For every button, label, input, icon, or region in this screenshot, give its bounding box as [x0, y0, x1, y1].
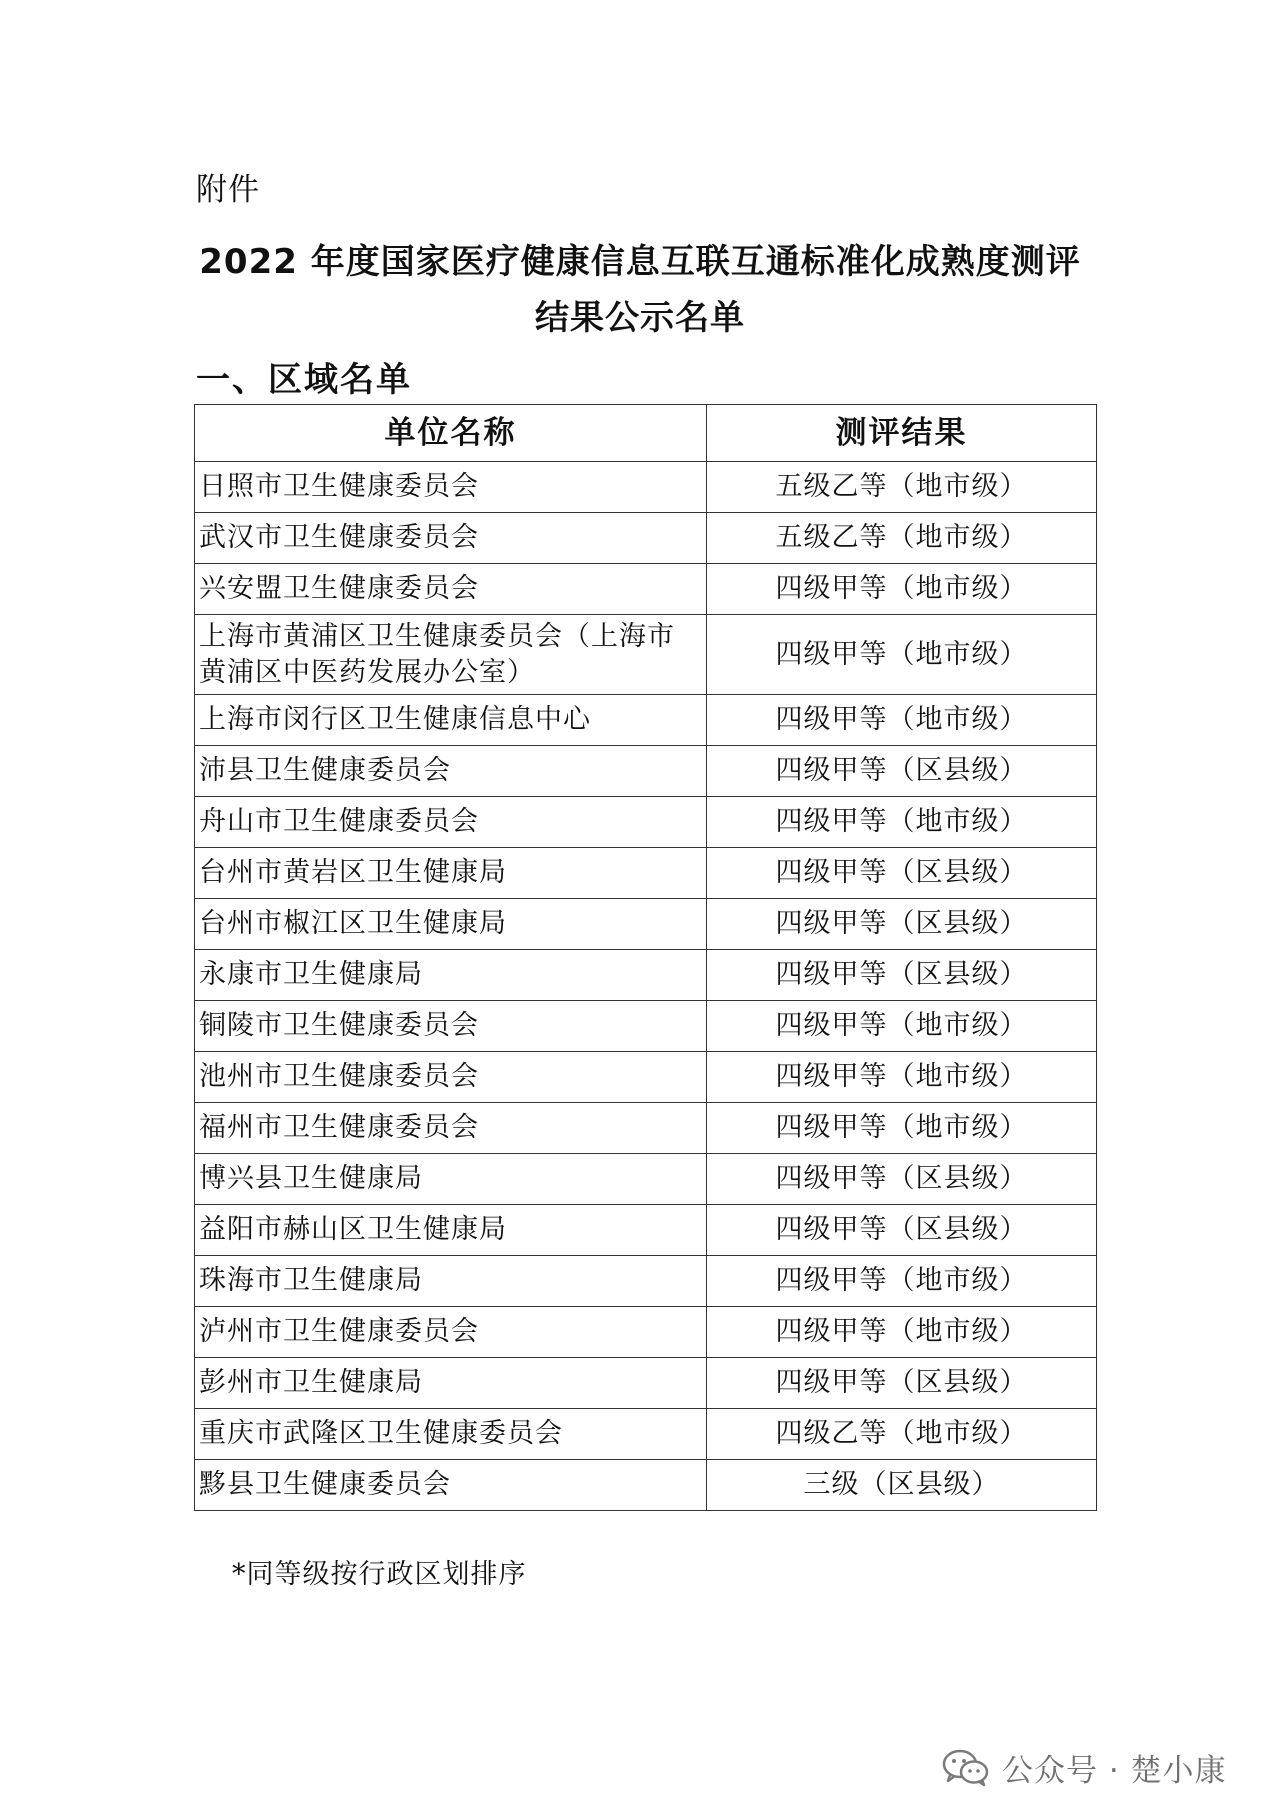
table-row	[195, 1205, 1097, 1256]
wechat-icon	[942, 1749, 990, 1787]
footnote: *同等级按行政区划排序	[232, 1559, 527, 1590]
unit-name-cell: 武汉市卫生健康委员会	[195, 513, 707, 564]
result-cell: 四级甲等（地市级）	[707, 1001, 1097, 1052]
unit-name-cell: 博兴县卫生健康局	[195, 1154, 707, 1205]
watermark	[942, 1745, 1227, 1790]
watermark-text: 公众号 · 楚小康	[1002, 1753, 1227, 1789]
unit-name-cell: 永康市卫生健康局	[195, 950, 707, 1001]
unit-name-cell: 泸州市卫生健康委员会	[195, 1307, 707, 1358]
table-row	[195, 462, 1097, 513]
result-cell: 四级甲等（地市级）	[707, 564, 1097, 615]
table-row	[195, 513, 1097, 564]
table-row	[195, 899, 1097, 950]
attachment-label: 附件	[196, 172, 260, 208]
result-cell: 四级甲等（区县级）	[707, 1358, 1097, 1409]
unit-name-cell: 沛县卫生健康委员会	[195, 746, 707, 797]
unit-name-cell: 上海市闵行区卫生健康信息中心	[195, 695, 707, 746]
result-cell: 四级甲等（区县级）	[707, 1154, 1097, 1205]
result-cell: 四级甲等（地市级）	[707, 695, 1097, 746]
result-cell: 四级甲等（区县级）	[707, 1205, 1097, 1256]
result-cell: 五级乙等（地市级）	[707, 462, 1097, 513]
result-cell: 四级甲等（区县级）	[707, 899, 1097, 950]
result-cell: 四级甲等（地市级）	[707, 1307, 1097, 1358]
section-heading: 一、区域名单	[196, 360, 412, 400]
result-cell: 四级甲等（地市级）	[707, 797, 1097, 848]
table-row	[195, 1409, 1097, 1460]
table-row	[195, 564, 1097, 615]
result-cell: 四级甲等（地市级）	[707, 1052, 1097, 1103]
table-row	[195, 1307, 1097, 1358]
unit-name-cell: 铜陵市卫生健康委员会	[195, 1001, 707, 1052]
results-table	[194, 404, 1097, 1511]
table-row	[195, 1358, 1097, 1409]
table-row	[195, 848, 1097, 899]
table-row	[195, 1001, 1097, 1052]
unit-name-cell: 池州市卫生健康委员会	[195, 1052, 707, 1103]
table-row	[195, 1460, 1097, 1511]
result-cell: 四级甲等（地市级）	[707, 615, 1097, 695]
unit-name-cell: 彭州市卫生健康局	[195, 1358, 707, 1409]
unit-name-cell: 上海市黄浦区卫生健康委员会（上海市黄浦区中医药发展办公室）	[195, 615, 707, 695]
result-cell: 四级甲等（区县级）	[707, 746, 1097, 797]
table-row	[195, 1154, 1097, 1205]
table-row	[195, 695, 1097, 746]
unit-name-cell: 舟山市卫生健康委员会	[195, 797, 707, 848]
document-title-line1: 2022 年度国家医疗健康信息互联互通标准化成熟度测评	[199, 242, 1081, 282]
header-unit-name: 单位名称	[195, 405, 707, 462]
table-row	[195, 797, 1097, 848]
result-cell: 四级甲等（区县级）	[707, 950, 1097, 1001]
result-cell: 五级乙等（地市级）	[707, 513, 1097, 564]
result-cell: 四级甲等（区县级）	[707, 848, 1097, 899]
table-header-row	[195, 405, 1097, 462]
unit-name-cell: 台州市椒江区卫生健康局	[195, 899, 707, 950]
table-row	[195, 1256, 1097, 1307]
table-row	[195, 1103, 1097, 1154]
document-title-line2: 结果公示名单	[535, 298, 745, 338]
unit-name-cell: 台州市黄岩区卫生健康局	[195, 848, 707, 899]
table-row	[195, 1052, 1097, 1103]
unit-name-cell: 日照市卫生健康委员会	[195, 462, 707, 513]
header-result: 测评结果	[707, 405, 1097, 462]
unit-name-cell: 重庆市武隆区卫生健康委员会	[195, 1409, 707, 1460]
unit-name-cell: 兴安盟卫生健康委员会	[195, 564, 707, 615]
result-cell: 四级乙等（地市级）	[707, 1409, 1097, 1460]
table-row	[195, 950, 1097, 1001]
result-cell: 三级（区县级）	[707, 1460, 1097, 1511]
table-row	[195, 746, 1097, 797]
unit-name-cell: 黟县卫生健康委员会	[195, 1460, 707, 1511]
unit-name-cell: 珠海市卫生健康局	[195, 1256, 707, 1307]
unit-name-cell: 福州市卫生健康委员会	[195, 1103, 707, 1154]
result-cell: 四级甲等（地市级）	[707, 1256, 1097, 1307]
table-row	[195, 615, 1097, 695]
result-cell: 四级甲等（地市级）	[707, 1103, 1097, 1154]
unit-name-cell: 益阳市赫山区卫生健康局	[195, 1205, 707, 1256]
